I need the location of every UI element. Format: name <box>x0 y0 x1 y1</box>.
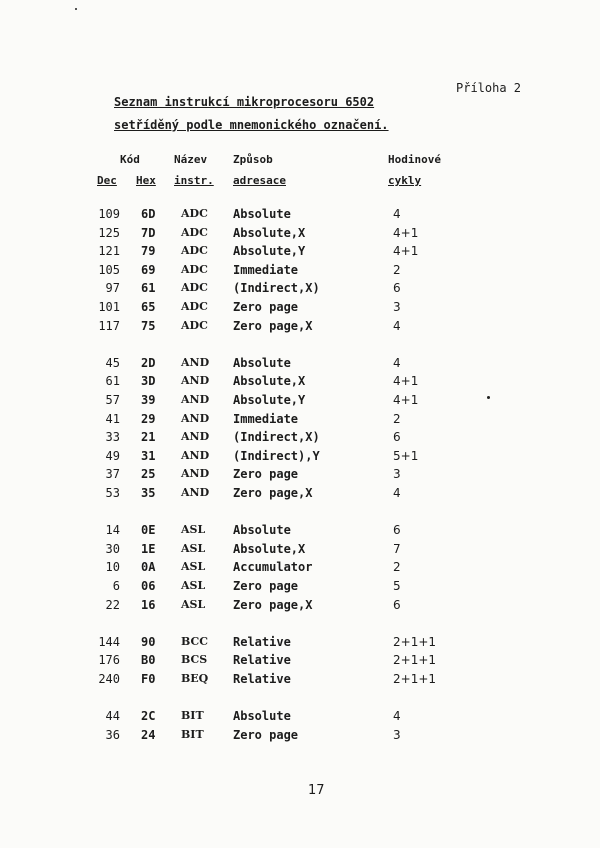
page-number: 17 <box>308 783 325 798</box>
header-instr: instr. <box>174 174 214 187</box>
addressing-mode-cell: Immediate <box>233 411 299 426</box>
header-hodinove: Hodinové <box>388 153 441 166</box>
hex-cell: 69 <box>141 262 156 277</box>
hex-cell: 2C <box>141 709 156 724</box>
cycles-cell: 2+1+1 <box>393 672 437 686</box>
table-row <box>0 281 600 299</box>
mnemonic-cell: BIT <box>181 727 204 741</box>
cycles-cell: 4 <box>393 486 401 500</box>
addressing-mode-cell: Absolute,X <box>233 374 306 389</box>
table-row <box>0 319 600 337</box>
dec-cell: 144 <box>98 634 120 649</box>
dec-cell: 30 <box>105 541 120 556</box>
mnemonic-cell: AND <box>181 411 210 425</box>
mnemonic-cell: AND <box>181 486 210 499</box>
table-row <box>0 226 600 244</box>
addressing-mode-cell: (Indirect),Y <box>233 448 320 463</box>
dec-cell: 240 <box>98 672 120 686</box>
cycles-cell: 3 <box>393 727 401 742</box>
hex-cell: 79 <box>141 244 156 259</box>
mnemonic-cell: ADC <box>181 262 208 276</box>
table-row <box>0 207 600 225</box>
cycles-cell: 6 <box>393 597 401 612</box>
hex-cell: 75 <box>141 318 156 333</box>
dec-cell: 41 <box>105 411 120 426</box>
addressing-mode-cell: Zero page <box>233 579 299 593</box>
table-row <box>0 598 600 616</box>
header-dec: Dec <box>97 174 117 187</box>
cycles-cell: 4 <box>393 318 401 333</box>
mnemonic-cell: AND <box>181 355 210 369</box>
cycles-cell: 6 <box>393 281 401 296</box>
mnemonic-cell: BCS <box>181 653 208 667</box>
table-row <box>0 523 600 541</box>
table-row <box>0 393 600 411</box>
table-row <box>0 449 600 467</box>
addressing-mode-cell: (Indirect,X) <box>233 430 320 445</box>
hex-cell: 90 <box>141 634 156 649</box>
mnemonic-cell: ASL <box>181 579 206 592</box>
hex-cell: 25 <box>141 467 156 482</box>
mnemonic-cell: AND <box>181 393 210 406</box>
addressing-mode-cell: Zero page,X <box>233 597 313 612</box>
dec-cell: 45 <box>105 355 120 370</box>
table-row <box>0 560 600 578</box>
addressing-mode-cell: Accumulator <box>233 560 313 575</box>
table-row <box>0 672 600 690</box>
hex-cell: 3D <box>141 374 156 389</box>
mnemonic-cell: ASL <box>181 541 206 555</box>
cycles-cell: 4+1 <box>393 244 419 259</box>
addressing-mode-cell: Absolute,Y <box>233 244 306 259</box>
dec-cell: 105 <box>98 262 120 277</box>
addressing-mode-cell: Absolute <box>233 523 291 538</box>
dec-cell: 14 <box>105 523 120 538</box>
addressing-mode-cell: Absolute,X <box>233 541 306 556</box>
addressing-mode-cell: Absolute <box>233 207 291 221</box>
cycles-cell: 4 <box>393 355 401 370</box>
mnemonic-cell: ASL <box>181 597 206 611</box>
cycles-cell: 5 <box>393 579 401 593</box>
cycles-cell: 4 <box>393 207 401 221</box>
addressing-mode-cell: Zero page <box>233 727 299 742</box>
addressing-mode-cell: Zero page <box>233 300 299 314</box>
table-row <box>0 263 600 281</box>
header-hex: Hex <box>136 174 156 187</box>
hex-cell: 16 <box>141 597 156 612</box>
addressing-mode-cell: Relative <box>233 634 291 649</box>
hex-cell: 31 <box>141 448 156 463</box>
hex-cell: 0E <box>141 523 156 538</box>
header-kod: Kód <box>120 153 140 166</box>
header-zpusob: Způsob <box>233 153 273 166</box>
mnemonic-cell: ADC <box>181 300 208 313</box>
table-row <box>0 709 600 727</box>
mnemonic-cell: AND <box>181 467 210 481</box>
cycles-cell: 2+1+1 <box>393 653 437 668</box>
cycles-cell: 4+1 <box>393 225 419 240</box>
dec-cell: 49 <box>105 448 120 463</box>
addressing-mode-cell: Absolute <box>233 709 291 724</box>
cycles-cell: 2 <box>393 411 401 426</box>
dec-cell: 61 <box>105 374 120 389</box>
dec-cell: 10 <box>105 560 120 575</box>
dec-cell: 117 <box>98 318 120 333</box>
hex-cell: 7D <box>141 225 156 240</box>
cycles-cell: 4+1 <box>393 393 419 407</box>
mnemonic-cell: ADC <box>181 244 208 258</box>
cycles-cell: 3 <box>393 467 401 482</box>
hex-cell: 6D <box>141 207 156 221</box>
table-row <box>0 486 600 504</box>
addressing-mode-cell: Zero page <box>233 467 299 482</box>
document-subtitle: setříděný podle mnemonického označení. <box>114 118 389 132</box>
dec-cell: 101 <box>98 300 120 314</box>
mnemonic-cell: ASL <box>181 523 206 537</box>
mnemonic-cell: BCC <box>181 634 209 648</box>
cycles-cell: 3 <box>393 300 401 314</box>
cycles-cell: 2 <box>393 560 401 575</box>
dec-cell: 109 <box>98 207 120 221</box>
cycles-cell: 2+1+1 <box>393 634 437 649</box>
header-nazev: Název <box>174 153 208 166</box>
cycles-cell: 5+1 <box>393 448 419 463</box>
hex-cell: 39 <box>141 393 156 407</box>
hex-cell: 1E <box>141 541 156 556</box>
hex-cell: 35 <box>141 486 156 500</box>
appendix-label: Příloha 2 <box>456 81 522 95</box>
cycles-cell: 7 <box>393 541 401 556</box>
mnemonic-cell: AND <box>181 430 210 444</box>
mnemonic-cell: ADC <box>181 318 208 332</box>
dec-cell: 125 <box>98 225 120 240</box>
hex-cell: 24 <box>141 727 156 742</box>
mnemonic-cell: BEQ <box>181 672 209 685</box>
cycles-cell: 6 <box>393 430 401 445</box>
dec-cell: 53 <box>105 486 120 500</box>
cycles-cell: 6 <box>393 523 401 538</box>
hex-cell: B0 <box>141 653 156 668</box>
cycles-cell: 4+1 <box>393 374 419 389</box>
mnemonic-cell: BIT <box>181 709 204 723</box>
table-row <box>0 579 600 597</box>
mnemonic-cell: ASL <box>181 560 206 574</box>
table-row <box>0 430 600 448</box>
dec-cell: 22 <box>105 597 120 612</box>
dec-cell: 176 <box>98 653 120 668</box>
table-row <box>0 356 600 374</box>
dec-cell: 121 <box>98 244 120 259</box>
mnemonic-cell: AND <box>181 374 210 388</box>
dec-cell: 6 <box>112 579 120 593</box>
addressing-mode-cell: Zero page,X <box>233 318 313 333</box>
table-row <box>0 653 600 671</box>
ink-dot <box>75 8 77 10</box>
cycles-cell: 2 <box>393 262 401 277</box>
mnemonic-cell: AND <box>181 448 210 462</box>
mnemonic-cell: ADC <box>181 225 208 239</box>
hex-cell: 0A <box>141 560 156 575</box>
addressing-mode-cell: Zero page,X <box>233 486 313 500</box>
ink-dot <box>487 396 490 399</box>
table-row <box>0 542 600 560</box>
hex-cell: 65 <box>141 300 156 314</box>
table-row <box>0 412 600 430</box>
table-row <box>0 374 600 392</box>
dec-cell: 33 <box>105 430 120 445</box>
dec-cell: 36 <box>105 727 120 742</box>
dec-cell: 37 <box>105 467 120 482</box>
hex-cell: 61 <box>141 281 156 296</box>
hex-cell: 29 <box>141 411 156 426</box>
cycles-cell: 4 <box>393 709 401 724</box>
addressing-mode-cell: (Indirect,X) <box>233 281 320 296</box>
hex-cell: 2D <box>141 355 156 370</box>
mnemonic-cell: ADC <box>181 207 208 220</box>
addressing-mode-cell: Immediate <box>233 262 299 277</box>
addressing-mode-cell: Relative <box>233 672 291 686</box>
table-row <box>0 728 600 746</box>
addressing-mode-cell: Absolute,X <box>233 225 306 240</box>
mnemonic-cell: ADC <box>181 281 208 295</box>
header-cykly: cykly <box>388 174 422 187</box>
hex-cell: 06 <box>141 579 156 593</box>
table-row <box>0 300 600 318</box>
dec-cell: 44 <box>105 709 120 724</box>
dec-cell: 97 <box>105 281 120 296</box>
header-adresace: adresace <box>233 174 286 187</box>
document-title: Seznam instrukcí mikroprocesoru 6502 <box>114 95 375 109</box>
dec-cell: 57 <box>105 393 120 407</box>
hex-cell: F0 <box>141 672 156 686</box>
table-row <box>0 467 600 485</box>
addressing-mode-cell: Relative <box>233 653 291 668</box>
addressing-mode-cell: Absolute,Y <box>233 393 306 407</box>
hex-cell: 21 <box>141 430 156 445</box>
table-row <box>0 635 600 653</box>
table-row <box>0 244 600 262</box>
addressing-mode-cell: Absolute <box>233 355 291 370</box>
